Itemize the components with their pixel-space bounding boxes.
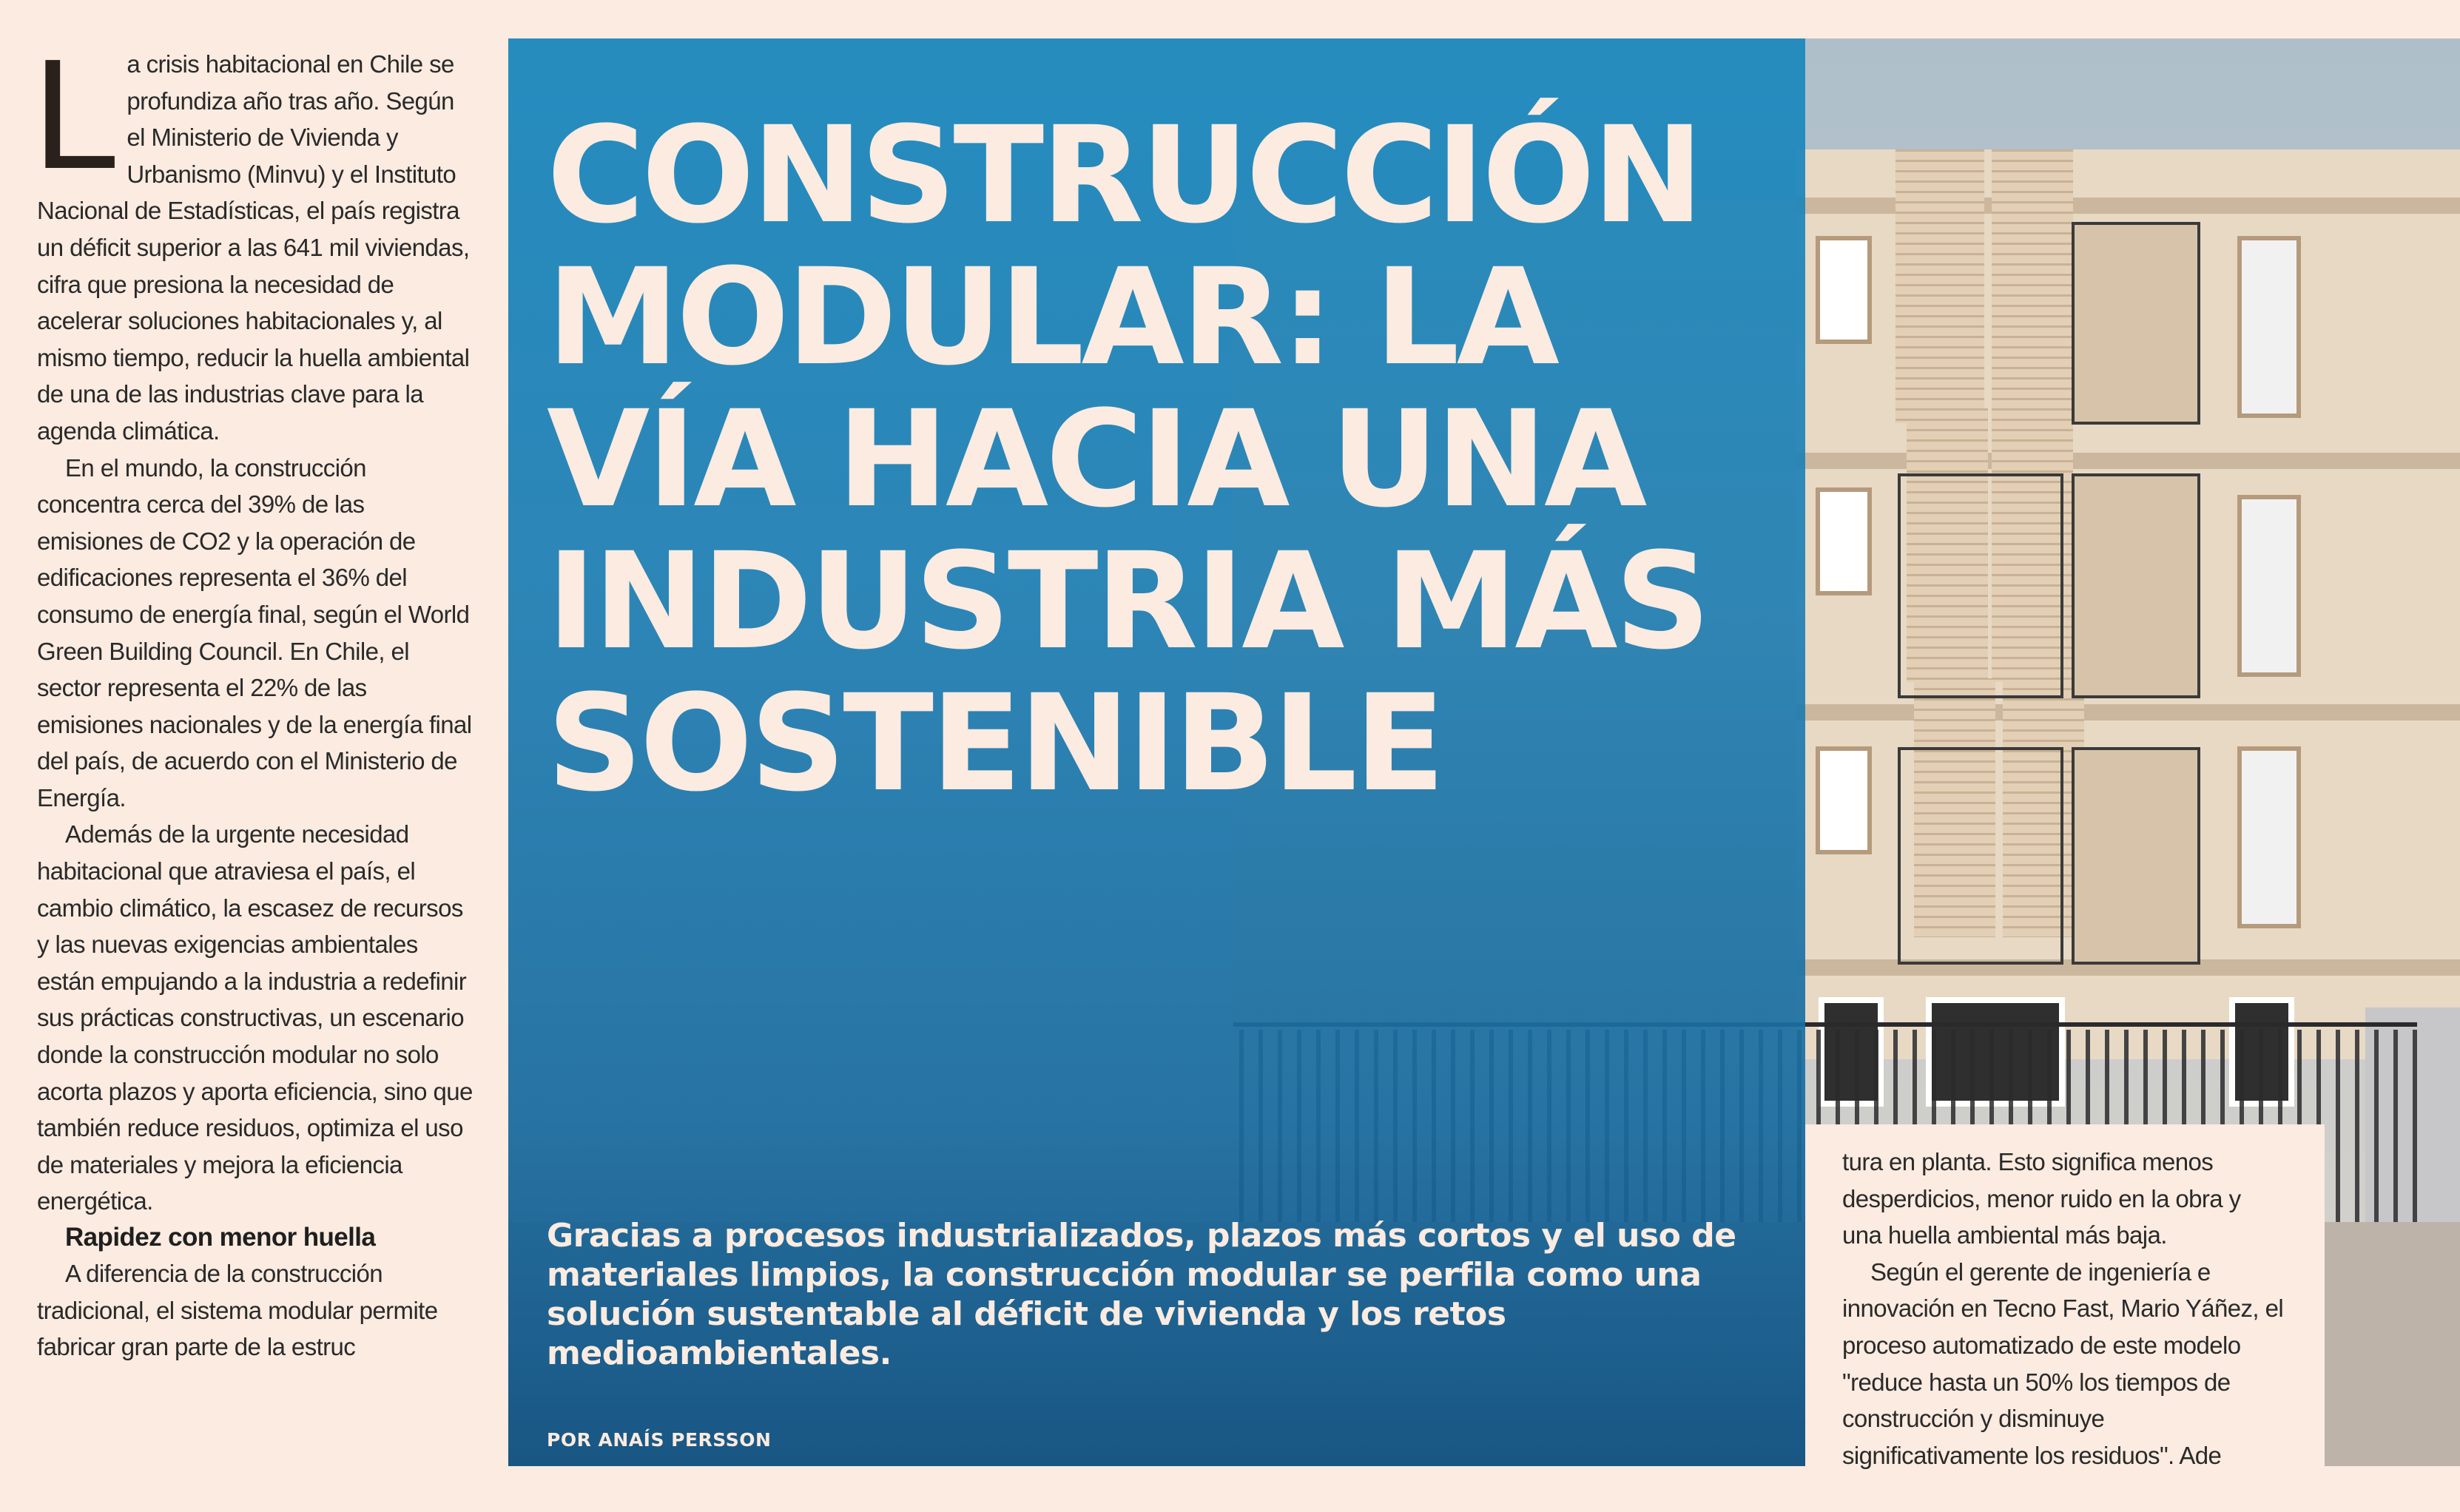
paragraph-emissions: En el mundo, la construcción concentra cerca del 39% de las emisiones de CO2 y la operación de edificaciones representa el 36% del consumo de energía final, según el World Green Building Council. En Chile, el sector representa el 22% de las emisiones nacionales y de la energía final del país, de acuerdo con el Ministerio de Energía.	[37, 453, 472, 811]
right-text-column	[1842, 1144, 2286, 1474]
section-subhead: Rapidez con menor huella	[65, 1223, 376, 1252]
article-deck: Gracias a procesos industrializados, plazos más cortos y el uso de materiales limpios, la construcción modular se perfila como una solución sustentable al déficit de vivienda y los retos medioambientales.	[547, 1217, 1736, 1372]
right-text-box	[1805, 1124, 2325, 1512]
left-text-column	[33, 26, 474, 1366]
right-paragraph-continuation: tura en planta. Esto significa menos desperdicios, menor ruido en la obra y una huella ambiental más baja.	[1842, 1148, 2241, 1249]
drop-cap: L	[33, 26, 120, 201]
paragraph-context: Además de la urgente necesidad habitacional que atraviesa el país, el cambio climático, la escasez de recursos y las nuevas exigencias ambientales están empujando a la industria a redefinir sus prácticas constructivas, un escenario donde la construcción modular no solo acorta plazos y aporta eficiencia, sino que también reduce residuos, optimiza el uso de materiales y mejora la eficiencia energética.	[37, 820, 473, 1215]
paragraph-modular-system: A diferencia de la construcción tradicional, el sistema modular permite fabricar gran parte de la estruc	[37, 1260, 438, 1361]
intro-paragraph	[33, 26, 474, 450]
intro-paragraph-text: a crisis habitacional en Chile se profundiza año tras año. Según el Ministerio de Vivienda y Urbanismo (Minvu) y el Instituto Nacional de Estadísticas, el país registra un déficit superior a las 641 mil viviendas, cifra que presiona la necesidad de acelerar soluciones habitacionales y, al mismo tiempo, reducir la huella ambiental de una de las industrias clave para la agenda climática.	[37, 50, 470, 445]
article-headline: CONSTRUCCIÓN MODULAR: LA VÍA HACIA UNA INDUSTRIA MÁS SOSTENIBLE	[547, 98, 1708, 821]
right-paragraph-quote: Según el gerente de ingeniería e innovación en Tecno Fast, Mario Yáñez, el proceso automatizado de este modelo "reduce hasta un 50% los tiempos de construcción y disminuye significativamente los residuos". Ade	[1842, 1258, 2284, 1469]
byline: POR ANAÍS PERSSON	[547, 1429, 772, 1451]
